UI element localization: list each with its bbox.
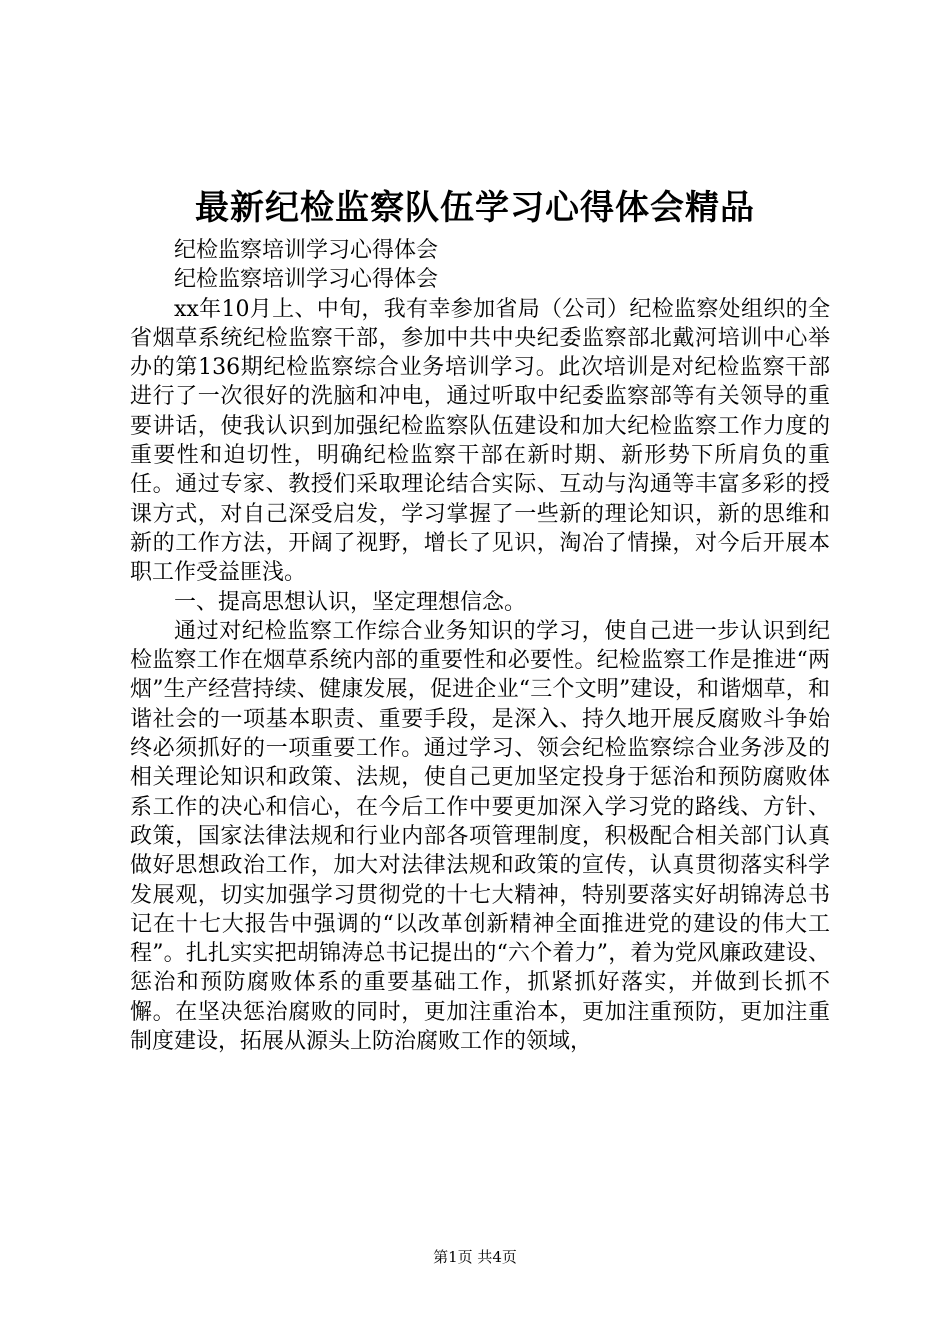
document-title: 最新纪检监察队伍学习心得体会精品 <box>195 188 755 228</box>
body-paragraph: xx年10月上、中旬，我有幸参加省局（公司）纪检监察处组织的全省烟草系统纪检监察干部，参加中共中央纪委监察部北戴河培训中心举办的第136期纪检监察综合业务培训学习。此次培训是对纪检监察干部进行了一次很好的洗脑和冲电，通过听取中纪委监察部等有关领导的重要讲话，使我认识到加强纪检监察队伍建设和加大纪检监察工作力度的重要性和迫切性，明确纪检监察干部在新时期、新形势下所肩负的重任。通过专家、教授们采取理论结合实际、互动与沟通等丰富多彩的授课方式，对自己深受启发，学习掌握了一些新的理论知识，新的思维和新的工作方法，开阔了视野，增长了见识，淘冶了情操，对今后开展本职工作受益匪浅。 <box>130 296 830 586</box>
section-heading: 一、提高思想认识，坚定理想信念。 <box>174 589 527 615</box>
subtitle-line: 纪检监察培训学习心得体会 <box>174 267 439 293</box>
document-body <box>130 236 830 1056</box>
page-footer: 第1页 共4页 <box>433 1248 517 1266</box>
subtitle-line: 纪检监察培训学习心得体会 <box>174 238 439 263</box>
body-paragraph: 通过对纪检监察工作综合业务知识的学习，使自己进一步认识到纪检监察工作在烟草系统内部的重要性和必要性。纪检监察工作是推进“两烟”生产经营持续、健康发展，促进企业“三个文明”建设，和谐烟草，和谐社会的一项基本职责、重要手段，是深入、持久地开展反腐败斗争始终必须抓好的一项重要工作。通过学习、领会纪检监察综合业务涉及的相关理论知识和政策、法规，使自己更加坚定投身于惩治和预防腐败体系工作的决心和信心，在今后工作中要更加深入学习党的路线、方针、政策，国家法律法规和行业内部各项管理制度，积极配合相关部门认真做好思想政治工作，加大对法律法规和政策的宣传，认真贯彻落实科学发展观，切实加强学习贯彻党的十七大精神，特别要落实好胡锦涛总书记在十七大报告中强调的“以改革创新精神全面推进党的建设的伟大工程”。扎扎实实把胡锦涛总书记提出的“六个着力”，着为党风廉政建设、惩治和预防腐败体系的重要基础工作，抓紧抓好落实，并做到长抓不懈。在坚决惩治腐败的同时，更加注重治本，更加注重预防，更加注重制度建设，拓展从源头上防治腐败工作的领域， <box>130 618 830 1055</box>
